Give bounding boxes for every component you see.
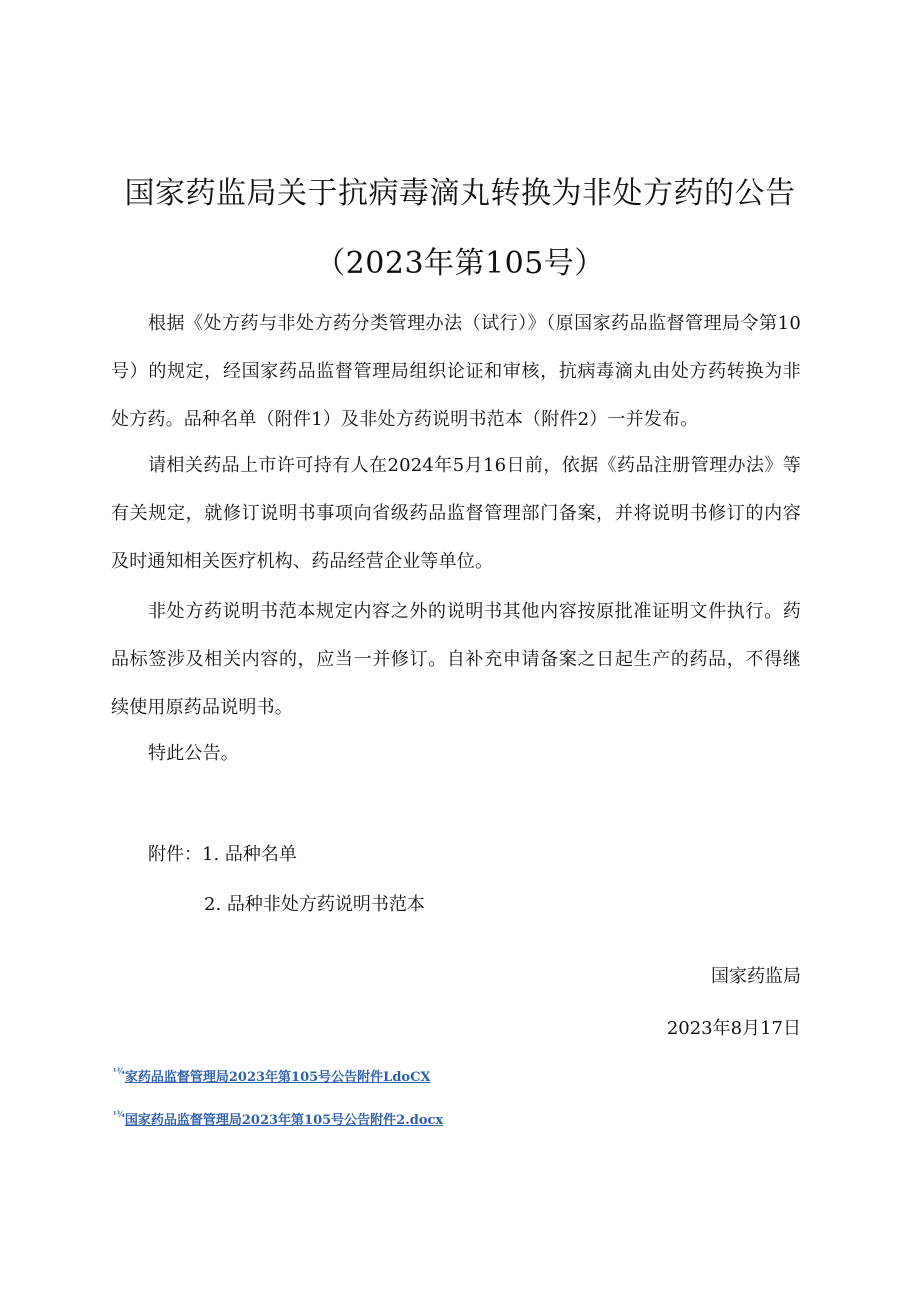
paragraph-requirement: 请相关药品上市许可持有人在2024年5月16日前，依据《药品注册管理办法》等有关规定，就修订说明书事项向省级药品监督管理部门备案，并将说明书修订的内容及时通知相关医疗机构、药品经营企业等单位。 (111, 455, 801, 572)
paragraph-closing: 特此公告。 (148, 743, 239, 764)
attachment-link-label: 家药品监督管理局2023年第105号公告附件LdoCX (124, 1070, 431, 1085)
attachment-icon: ¹¾ (113, 1066, 125, 1076)
signer: 国家药监局 (711, 966, 801, 987)
document-number: （2023年第105号） (315, 246, 605, 281)
attachment-icon: ¹¾ (113, 1109, 125, 1119)
attachment-link-label: 国家药品监督管理局2023年第105号公告附件2.docx (124, 1113, 444, 1128)
issue-date: 2023年8月17日 (666, 1018, 801, 1039)
attachment-link-2[interactable] (113, 1109, 443, 1128)
paragraph-other-content: 非处方药说明书范本规定内容之外的说明书其他内容按原批准证明文件执行。药品标签涉及相关内容的，应当一并修订。自补充申请备案之日起生产的药品，不得继续使用原药品说明书。 (111, 601, 801, 718)
attachment-item-2: 2. 品种非处方药说明书范本 (204, 894, 425, 915)
attachment-item-1: 附件：1. 品种名单 (148, 844, 297, 865)
attachment-link-1[interactable] (113, 1066, 431, 1085)
paragraph-basis: 根据《处方药与非处方药分类管理办法（试行）》（原国家药品监督管理局令第10号）的规定，经国家药品监督管理局组织论证和审核，抗病毒滴丸由处方药转换为非处方药。品种名单（附件1）及非处方药说明书范本（附件2）一并发布。 (111, 313, 801, 430)
document-title: 国家药监局关于抗病毒滴丸转换为非处方药的公告 (124, 176, 796, 211)
